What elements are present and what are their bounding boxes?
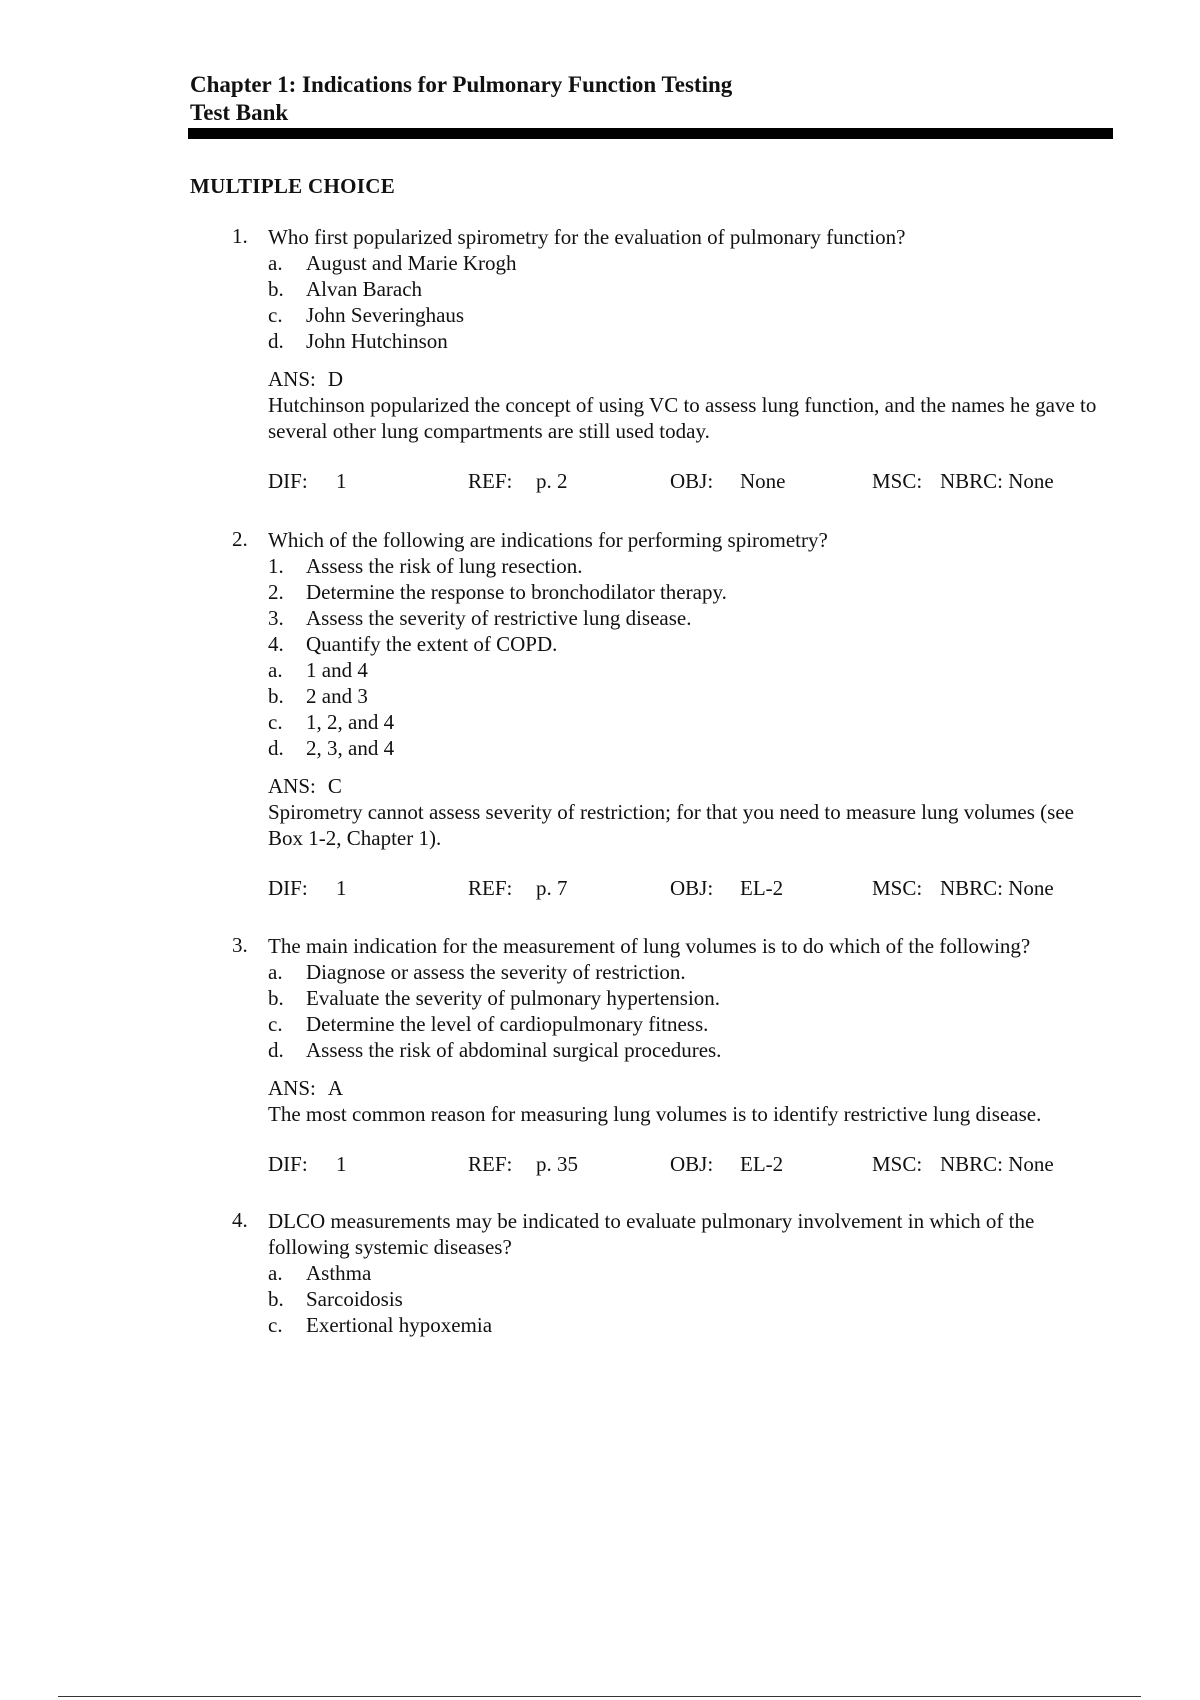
question-metadata: DIF: 1 REF: p. 35 OBJ: EL-2 MSC: NBRC: None [268,1152,1054,1176]
msc-value: NBRC: None [940,1152,1054,1176]
option-c: c. John Severinghaus [268,303,465,327]
option-b: b. Sarcoidosis [268,1287,403,1311]
answer-label: ANS: [268,367,316,391]
item-4: 4. Quantify the extent of COPD. [268,632,558,656]
option-b: b. 2 and 3 [268,684,368,708]
msc-value: NBRC: None [940,469,1054,493]
question-number: 1. [232,224,248,248]
document-header [190,70,1114,126]
question-metadata: DIF: 1 REF: p. 7 OBJ: EL-2 MSC: NBRC: None [268,876,1054,900]
item-1: 1. Assess the risk of lung resection. [268,554,583,578]
option-a: a. August and Marie Krogh [268,251,517,275]
dif-value: 1 [336,1152,347,1176]
ref-value: p. 35 [536,1152,578,1176]
option-b: b. Evaluate the severity of pulmonary hypertension. [268,986,721,1010]
question-stem: DLCO measurements may be indicated to evaluate pulmonary involvement in which of the following systemic diseases? [268,1209,1035,1259]
document-subtitle: Test Bank [190,100,289,125]
question-stem: Which of the following are indications for performing spirometry? [268,528,828,552]
rationale: Spirometry cannot assess severity of restriction; for that you need to measure lung volumes (see Box 1-2, Chapter 1). [268,800,1074,850]
dif-value: 1 [336,469,347,493]
header-rule [188,128,1113,139]
answer-label: ANS: [268,774,316,798]
option-b: b. Alvan Barach [268,277,423,301]
section-heading: MULTIPLE CHOICE [190,174,396,198]
question-stem: The main indication for the measurement of lung volumes is to do which of the following? [268,934,1031,958]
obj-value: None [740,469,786,493]
option-d: d. 2, 3, and 4 [268,736,395,760]
option-c: c. 1, 2, and 4 [268,710,395,734]
rationale: The most common reason for measuring lung volumes is to identify restrictive lung disease. [268,1102,1042,1126]
msc-value: NBRC: None [940,876,1054,900]
option-c: c. Determine the level of cardiopulmonary fitness. [268,1012,709,1036]
item-3: 3. Assess the severity of restrictive lung disease. [268,606,692,630]
answer-label: ANS: [268,1076,316,1100]
answer-letter: D [327,367,344,391]
page-bottom-rule [58,1696,1141,1697]
question-number: 2. [232,527,248,551]
question-stem: Who first popularized spirometry for the evaluation of pulmonary function? [268,225,906,249]
option-d: d. Assess the risk of abdominal surgical procedures. [268,1038,722,1062]
dif-value: 1 [336,876,347,900]
option-a: a. Asthma [268,1261,372,1285]
rationale: Hutchinson popularized the concept of using VC to assess lung function, and the names he gave to several other lung compartments are still used today. [268,393,1097,443]
obj-value: EL-2 [740,1152,784,1176]
answer-letter: A [327,1076,344,1100]
option-a: a. 1 and 4 [268,658,368,682]
question-number: 3. [232,933,248,957]
answer-block [268,1075,1098,1127]
option-c: c. Exertional hypoxemia [268,1313,493,1337]
question-metadata: DIF: 1 REF: p. 2 OBJ: None MSC: NBRC: None [268,469,1054,493]
question-number: 4. [232,1208,248,1232]
answer-block [268,366,1098,444]
option-a: a. Diagnose or assess the severity of restriction. [268,960,686,984]
option-d: d. John Hutchinson [268,329,448,353]
item-2: 2. Determine the response to bronchodilator therapy. [268,580,727,604]
ref-value: p. 2 [536,469,568,493]
chapter-title: Chapter 1: Indications for Pulmonary Function Testing [190,72,733,97]
obj-value: EL-2 [740,876,784,900]
answer-block [268,773,1098,851]
answer-letter: C [327,774,342,798]
ref-value: p. 7 [536,876,568,900]
